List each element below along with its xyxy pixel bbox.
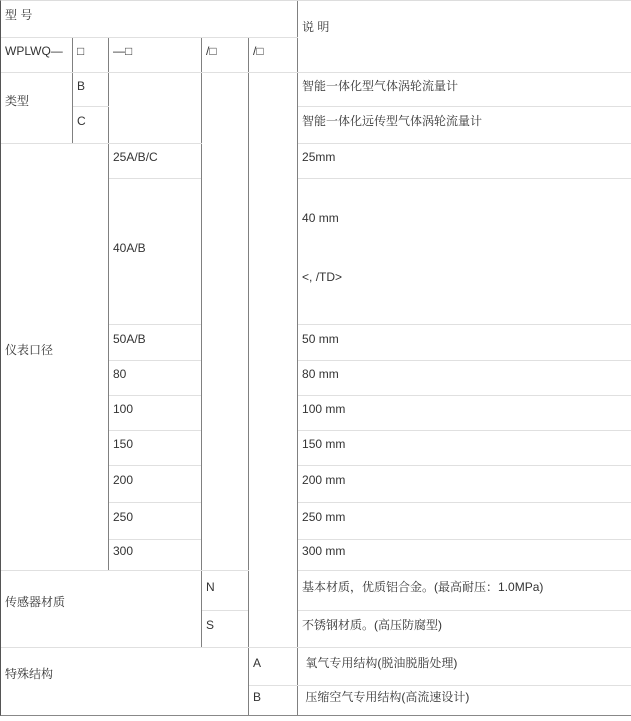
diameter-desc-100: 100 mm [298, 396, 631, 431]
type-desc-c: 智能一体化远传型气体涡轮流量计 [298, 107, 631, 144]
type-desc-b: 智能一体化型气体涡轮流量计 [298, 73, 631, 107]
sensor-desc-n: 基本材质，优质铝合金。(最高耐压：1.0MPa) [298, 571, 631, 611]
empty-cell-structure-slot [249, 73, 298, 648]
diameter-code-200: 200 [109, 466, 202, 503]
diameter-code-40: 40A/B [109, 179, 202, 325]
diameter-code-150: 150 [109, 431, 202, 466]
diameter-section-label: 仪表口径 [1, 144, 109, 571]
diameter-desc-50: 50 mm [298, 325, 631, 361]
diameter-desc-25: 25mm [298, 144, 631, 179]
slot-diameter-cell: —□ [109, 38, 202, 73]
sensor-code-n: N [202, 571, 249, 611]
special-desc-b: 压缩空气专用结构(高流速设计) [298, 686, 631, 716]
sensor-desc-s: 不锈钢材质。(高压防腐型) [298, 611, 631, 648]
sensor-material-section-label: 传感器材质 [1, 571, 202, 648]
description-header: 说 明 [298, 1, 631, 73]
diameter-code-80: 80 [109, 361, 202, 396]
type-code-c: C [73, 107, 109, 144]
diameter-desc-40 [298, 179, 631, 325]
special-code-a: A [249, 648, 298, 686]
special-desc-a: 氧气专用结构(脱油脱脂处理) [298, 648, 631, 686]
diameter-desc-150: 150 mm [298, 431, 631, 466]
model-number-header: 型 号 [1, 1, 298, 38]
empty-cell-type-diameter [109, 73, 202, 144]
special-code-b: B [249, 686, 298, 716]
type-code-b: B [73, 73, 109, 107]
diameter-desc-300: 300 mm [298, 540, 631, 571]
diameter-desc-200: 200 mm [298, 466, 631, 503]
diameter-code-25: 25A/B/C [109, 144, 202, 179]
diameter-code-100: 100 [109, 396, 202, 431]
slot-material-cell: /□ [202, 38, 249, 73]
empty-cell-material-slot [202, 73, 249, 571]
sensor-code-s: S [202, 611, 249, 648]
diameter-desc-40-line1: 40 mm [302, 211, 339, 225]
slot-type-cell: □ [73, 38, 109, 73]
diameter-code-300: 300 [109, 540, 202, 571]
slot-structure-cell: /□ [249, 38, 298, 73]
model-prefix-cell: WPLWQ— [1, 38, 73, 73]
diameter-desc-250: 250 mm [298, 503, 631, 540]
diameter-desc-80: 80 mm [298, 361, 631, 396]
diameter-desc-40-line2: <, /TD> [302, 270, 343, 284]
type-section-label: 类型 [1, 73, 73, 144]
diameter-code-50: 50A/B [109, 325, 202, 361]
special-structure-section-label: 特殊结构 [1, 648, 249, 716]
diameter-code-250: 250 [109, 503, 202, 540]
